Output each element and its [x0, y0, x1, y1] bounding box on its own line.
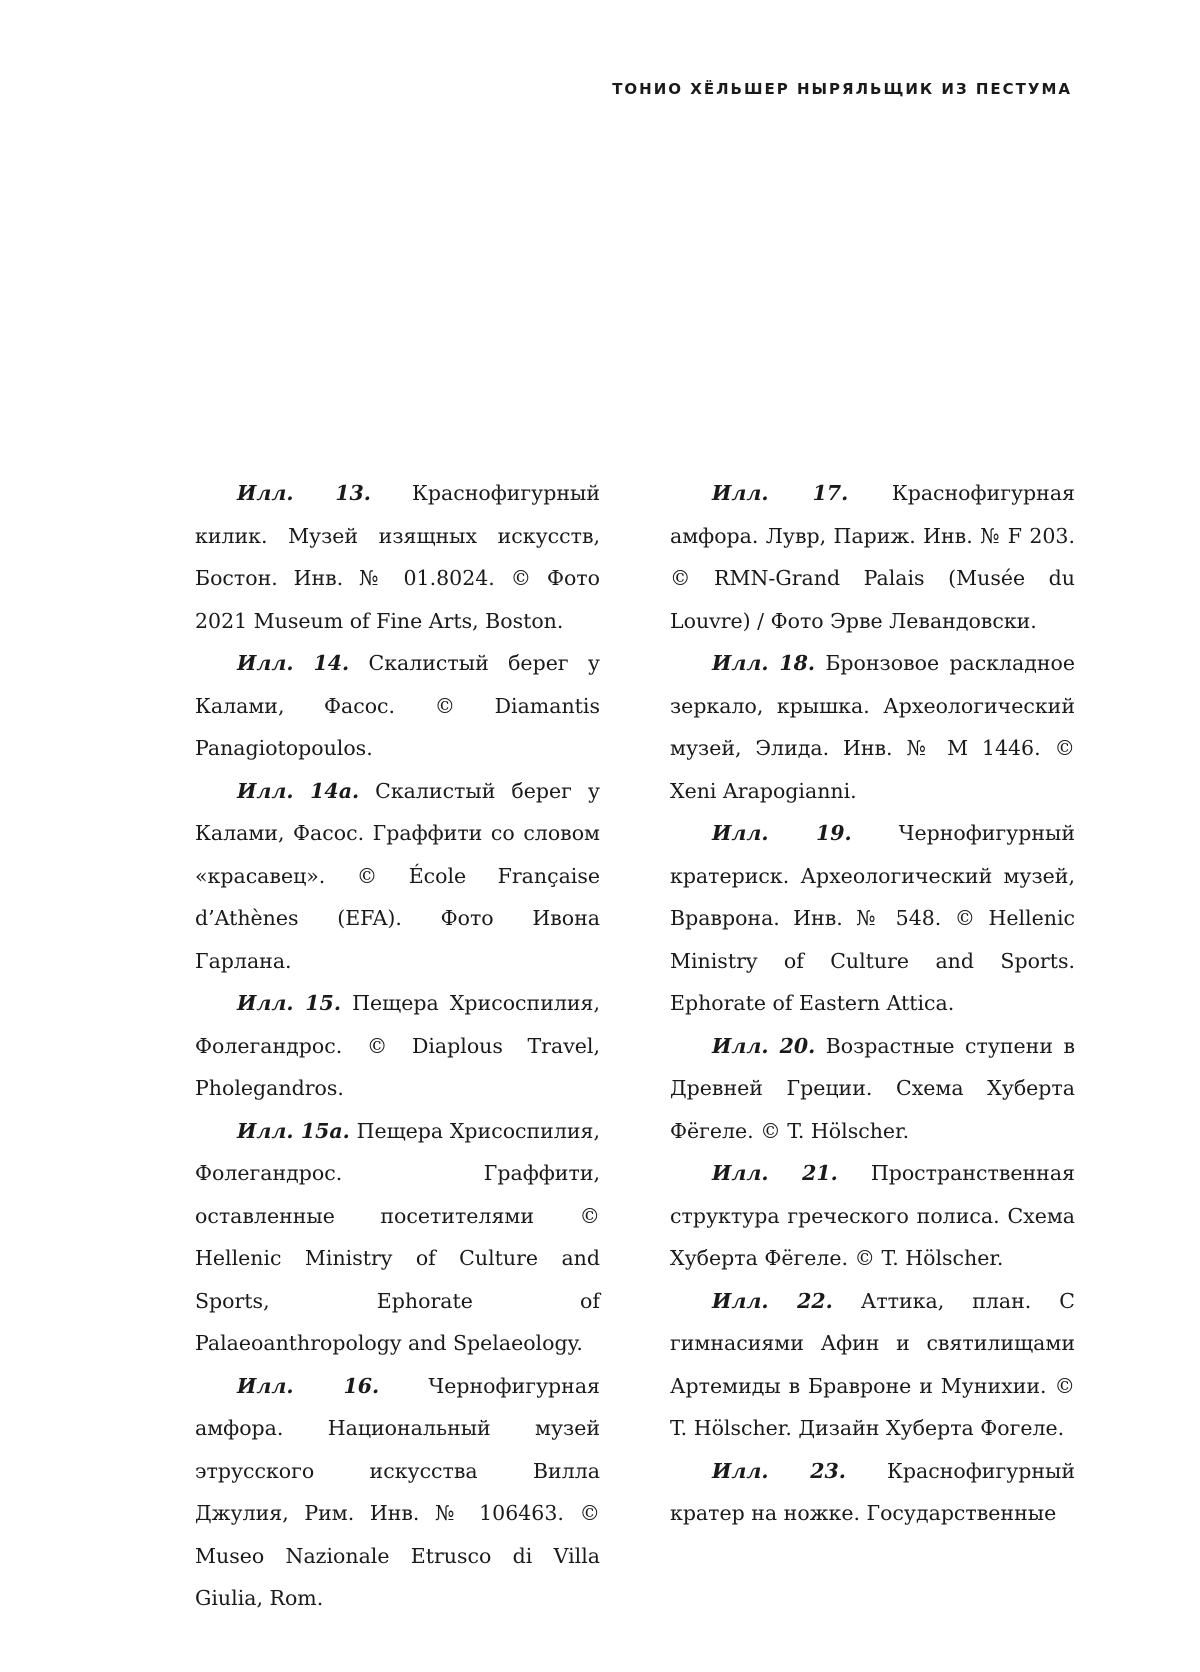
caption-label: Илл. 18.	[712, 651, 816, 675]
caption-label: Илл. 14а.	[237, 778, 360, 803]
caption-text: Скалистый берег у Калами, Фасос. Граффити со словом «красавец». © École Française d’Athènes (EFA). Фото Ивона Гарлана.	[195, 778, 600, 973]
caption-entry	[195, 1110, 600, 1365]
caption-entry	[670, 1152, 1075, 1280]
caption-entry	[670, 1280, 1075, 1450]
caption-text: Чернофигурный кратериск. Археологический музей, Вравронa. Инв. № 548. © Hellenic Ministry of Culture and Sports. Ephorate of Eastern Attica.	[670, 821, 1075, 1015]
caption-entry	[670, 1450, 1075, 1535]
caption-text: Аттика, план. С гимнасиями Афин и святилищами Артемиды в Бравроне и Мунихии. © T. Hölscher. Дизайн Хуберта Фогеле.	[670, 1288, 1075, 1440]
caption-column-right	[670, 472, 1075, 1535]
caption-label: Илл. 19.	[712, 821, 852, 845]
caption-entry	[670, 472, 1075, 642]
caption-text: Краснофигурная амфора. Лувр, Париж. Инв. № F 203. © RMN-Grand Palais (Musée du Louvre) / Фото Эрве Левандовски.	[670, 481, 1075, 633]
caption-entry	[670, 642, 1075, 812]
caption-entry	[195, 770, 600, 983]
caption-text: Краснофигурный килик. Музей изящных искусств, Бостон. Инв. № 01.8024. © Фото 2021 Museum of Fine Arts, Boston.	[195, 481, 600, 633]
caption-entry	[195, 1365, 600, 1620]
caption-entry	[195, 472, 600, 642]
caption-label: Илл. 13.	[237, 481, 371, 505]
caption-label: Илл. 15.	[237, 991, 341, 1015]
caption-text: Бронзовое раскладное зеркало, крышка. Археологический музей, Элида. Инв. № М 1446. © Xeni Arapogianni.	[670, 651, 1075, 803]
caption-label: Илл. 15а.	[237, 1118, 350, 1143]
caption-text: Краснофигурный кратер на ножке. Государственные	[670, 1458, 1075, 1525]
caption-text: Возрастные ступени в Древней Греции. Схема Хуберта Фёгеле. © T. Hölscher.	[670, 1033, 1075, 1143]
caption-label: Илл. 20.	[712, 1033, 816, 1058]
caption-label: Илл. 22.	[712, 1288, 833, 1313]
caption-text: Чернофигурная амфора. Национальный музей этрусского искусства Вилла Джулия, Рим. Инв. № 106463. © Museo Nazionale Etrusco di Villa Giulia, Rom.	[195, 1373, 600, 1610]
caption-label: Илл. 23.	[712, 1458, 846, 1483]
caption-text: Скалистый берег у Калами, Фасос. © Diamantis Panagiotopoulos.	[195, 651, 600, 760]
running-head: ТОНИО ХЁЛЬШЕР НЫРЯЛЬЩИК ИЗ ПЕСТУМА	[612, 80, 1072, 98]
caption-label: Илл. 14.	[237, 651, 350, 675]
caption-column-left	[195, 472, 600, 1620]
caption-entry	[195, 982, 600, 1110]
caption-entry	[670, 1025, 1075, 1153]
caption-entry	[670, 812, 1075, 1025]
caption-entry	[195, 642, 600, 770]
caption-label: Илл. 21.	[712, 1161, 838, 1185]
caption-text: Пещера Хрисоспилия, Фолегандрос. Граффити, оставленные посетителями © Hellenic Ministry of Culture and Sports, Ephorate of Palaeoanthropology and Spelaeology.	[195, 1118, 600, 1355]
caption-text: Пространственная структура греческого полиса. Схема Хуберта Фёгеле. © T. Hölscher.	[670, 1161, 1075, 1270]
caption-label: Илл. 16.	[237, 1373, 380, 1398]
caption-text: Пещера Хрисоспилия, Фолегандрос. © Diaplous Travel, Pholegandros.	[195, 991, 600, 1100]
caption-label: Илл. 17.	[712, 481, 849, 505]
